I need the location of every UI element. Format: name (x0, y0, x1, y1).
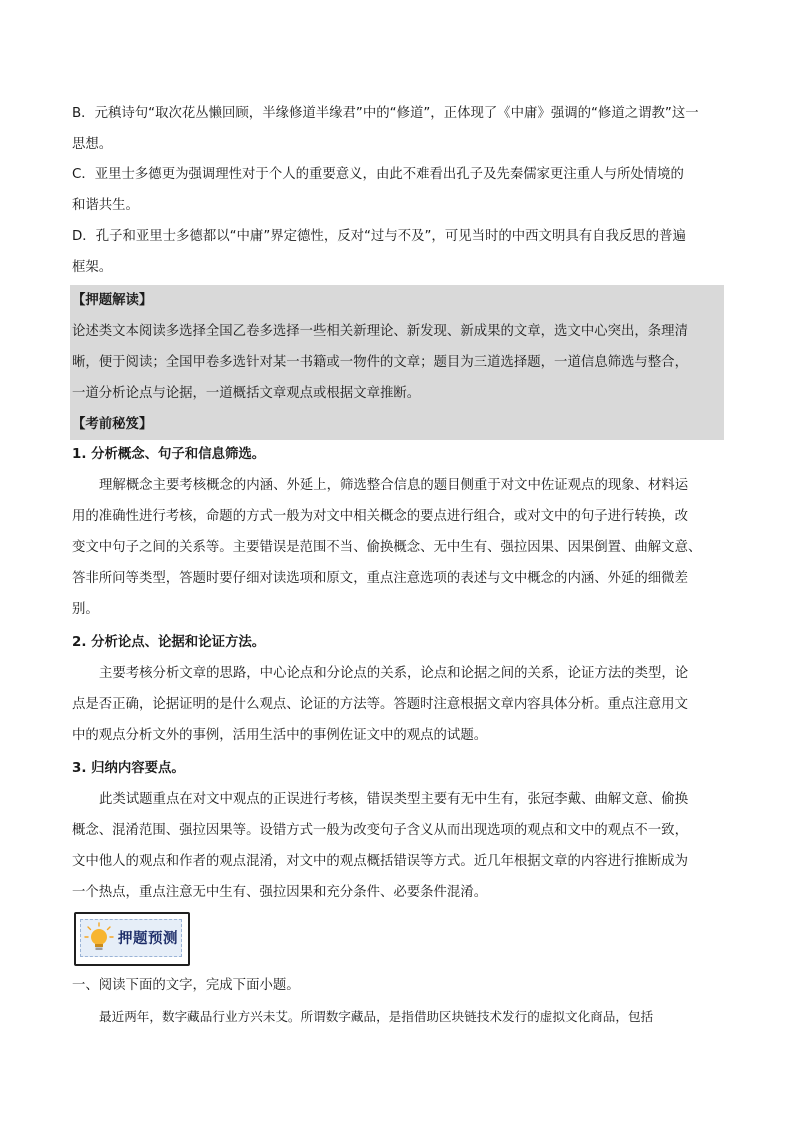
section-line: 主要考核分析文章的思路，中心论点和分论点的关系，论点和论据之间的关系，论证方法的类型，论 (99, 666, 689, 681)
option-d (72, 221, 724, 283)
section-line: 文中他人的观点和作者的观点混淆，对文中的观点概括错误等方式。近几年根据文章的内容进行推断成为 (72, 854, 688, 869)
interpretation-line: 晰，便于阅读；全国甲卷多选针对某一书籍或一物件的文章；题目为三道选择题，一道信息筛选与整合， (72, 355, 688, 370)
option-d-line2: 框架。 (72, 260, 113, 275)
section-line: 一个热点，重点注意无中生有、强拉因果和充分条件、必要条件混淆。 (72, 885, 488, 900)
reading-instruction: 一、阅读下面的文字，完成下面小题。 (72, 978, 300, 993)
section-line: 答非所问等类型，答题时要仔细对读选项和原文，重点注意选项的表述与文中概念的内涵、外延的细微差 (72, 571, 688, 586)
option-b-line2: 思想。 (72, 137, 113, 152)
section-title: 3. 归纳内容要点。 (72, 761, 185, 776)
section-line: 此类试题重点在对文中观点的正误进行考核，错误类型主要有无中生有，张冠李戴、曲解文意、偷换 (99, 792, 689, 807)
tips-section-1 (72, 439, 724, 625)
lightbulb-icon (84, 922, 114, 954)
badge-label: 押题预测 (118, 931, 178, 947)
section-line: 中的观点分析文外的事例，活用生活中的事例佐证文中的观点的试题。 (72, 728, 488, 743)
option-b (72, 98, 724, 160)
reading-section (72, 970, 724, 1032)
prediction-badge (74, 912, 190, 966)
option-c-line2: 和谐共生。 (72, 198, 139, 213)
section-line: 别。 (72, 602, 99, 617)
tips-heading: 【考前秘笈】 (72, 417, 153, 432)
section-line: 变文中句子之间的关系等。主要错误是范围不当、偷换概念、无中生有、强拉因果、因果倒置、曲解文意、 (72, 540, 702, 555)
option-c (72, 159, 724, 221)
interpretation-box (70, 285, 724, 440)
tips-section-2 (72, 627, 724, 751)
section-title: 1. 分析概念、句子和信息筛选。 (72, 447, 266, 462)
reading-passage-line: 最近两年，数字藏品行业方兴未艾。所谓数字藏品，是指借助区块链技术发行的虚拟文化商品，包括 (99, 1009, 654, 1024)
section-line: 概念、混淆范围、强拉因果等。设错方式一般为改变句子含义从而出现选项的观点和文中的观点不一致， (72, 823, 688, 838)
interpretation-line: 论述类文本阅读多选择全国乙卷多选择一些相关新理论、新发现、新成果的文章，选文中心突出，条理清 (72, 324, 688, 339)
tips-section-3 (72, 753, 724, 908)
section-title: 2. 分析论点、论据和论证方法。 (72, 635, 266, 650)
option-b-line1: B．元稹诗句“取次花丛懒回顾，半缘修道半缘君”中的“修道”，正体现了《中庸》强调的“修道之谓教”这一 (72, 106, 699, 121)
interpretation-line: 一道分析论点与论据，一道概括文章观点或根据文章推断。 (72, 386, 421, 401)
section-line: 理解概念主要考核概念的内涵、外延上，筛选整合信息的题目侧重于对文中佐证观点的现象、材料运 (99, 478, 689, 493)
section-line: 用的准确性进行考核，命题的方式一般为对文中相关概念的要点进行组合，或对文中的句子进行转换，改 (72, 509, 688, 524)
section-line: 点是否正确，论据证明的是什么观点、论证的方法等。答题时注意根据文章内容具体分析。重点注意用文 (72, 697, 688, 712)
option-d-line1: D．孔子和亚里士多德都以“中庸”界定德性，反对“过与不及”，可见当时的中西文明具有自我反思的普遍 (72, 229, 686, 244)
interpretation-heading: 【押题解读】 (72, 293, 153, 308)
option-c-line1: C．亚里士多德更为强调理性对于个人的重要意义，由此不难看出孔子及先秦儒家更注重人与所处情境的 (72, 167, 684, 182)
